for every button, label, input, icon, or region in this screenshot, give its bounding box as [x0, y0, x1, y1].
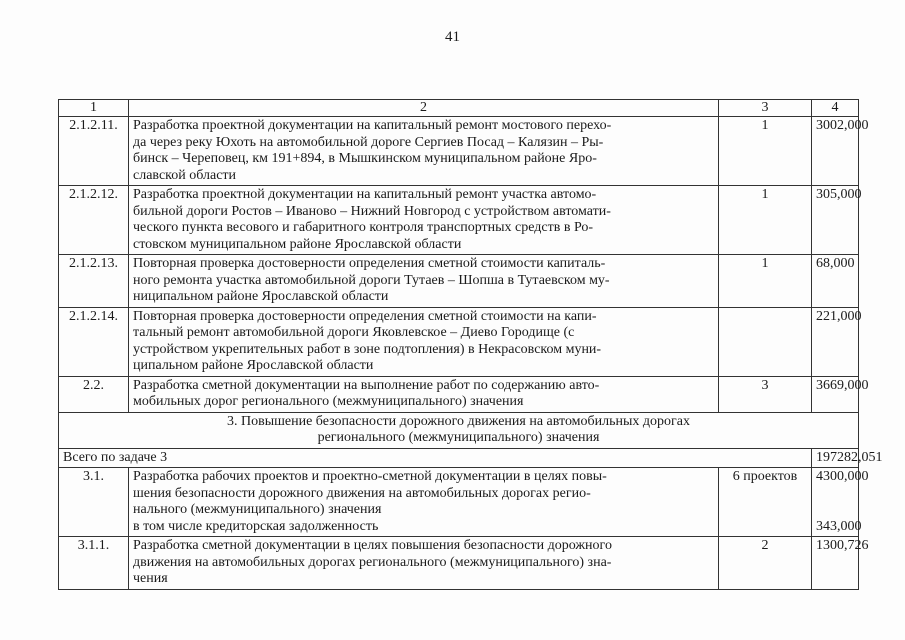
table-header-row	[59, 100, 859, 117]
page-number: 41	[445, 29, 460, 45]
row-amount: 221,000	[812, 307, 859, 376]
row-number: 2.1.2.13.	[59, 255, 129, 308]
section-heading-row	[59, 412, 859, 448]
row-number: 2.2.	[59, 376, 129, 412]
description-line: стовском муниципальном районе Ярославской области	[133, 236, 462, 252]
budget-table	[58, 99, 883, 590]
row-description	[129, 468, 719, 537]
description-line: Разработка сметной документации в целях повышения безопасности дорожного	[133, 538, 612, 553]
row-number: 2.1.2.12.	[59, 186, 129, 255]
description-line: Разработка проектной документации на капитальный ремонт мостового перехо-	[133, 118, 612, 133]
description-subline: в том числе кредиторская задолженность	[133, 518, 379, 534]
row-description	[129, 117, 719, 186]
header-col-2: 2	[129, 100, 719, 117]
row-number: 2.1.2.11.	[59, 117, 129, 186]
row-amount: 1300,726	[812, 537, 859, 590]
description-line: Разработка сметной документации на выполнение работ по содержанию авто-	[133, 377, 600, 393]
description-line: чения	[133, 571, 168, 586]
section-heading	[59, 412, 859, 448]
row-number: 3.1.1.	[59, 537, 129, 590]
row-amount: 305,000	[812, 186, 859, 255]
row-quantity	[719, 307, 812, 376]
section-title-line: регионального (межмуниципального) значения	[317, 430, 600, 445]
total-row	[59, 448, 859, 468]
header-col-1: 1	[59, 100, 129, 117]
row-amount: 3669,000	[812, 376, 859, 412]
amount-sub: 343,000	[816, 518, 862, 534]
description-line: Повторная проверка достоверности определения сметной стоимости капиталь-	[133, 256, 606, 271]
total-label: Всего по задаче 3	[59, 448, 812, 468]
description-line: ниципальном районе Ярославской области	[133, 289, 389, 304]
description-line: ципальном районе Ярославской области	[133, 358, 374, 373]
row-amount: 68,000	[812, 255, 859, 308]
description-line: бильной дороги Ростов – Иваново – Нижний Новгород с устройством автомати-	[133, 203, 611, 219]
table-row	[59, 117, 859, 186]
row-quantity: 1	[719, 117, 812, 186]
description-line: шения безопасности дорожного движения на автомобильных дорогах регио-	[133, 485, 591, 501]
total-amount: 197282,051	[812, 448, 859, 468]
row-quantity: 6 проектов	[719, 468, 812, 537]
row-description	[129, 376, 719, 412]
description-line: Повторная проверка достоверности определения сметной стоимости на капи-	[133, 308, 597, 324]
row-quantity: 3	[719, 376, 812, 412]
row-description	[129, 537, 719, 590]
table-row	[59, 255, 859, 308]
row-number: 2.1.2.14.	[59, 307, 129, 376]
header-col-4: 4	[812, 100, 859, 117]
row-description	[129, 255, 719, 308]
section-title-line: 3. Повышение безопасности дорожного движения на автомобильных дорогах	[226, 413, 691, 429]
description-line: нального (межмуниципального) значения	[133, 502, 382, 517]
description-line: славской области	[133, 167, 237, 183]
row-quantity: 1	[719, 186, 812, 255]
description-line: тальный ремонт автомобильной дороги Яковлевское – Диево Городище (с	[133, 325, 575, 340]
row-amount	[812, 468, 869, 537]
amount-main: 4300,000	[816, 469, 869, 484]
description-line: устройством укрепительных работ в зоне подтопления) в Некрасовском муни-	[133, 341, 602, 357]
table-row	[59, 537, 859, 590]
table-row	[59, 468, 859, 537]
description-line: да через реку Юхоть на автомобильной дороге Сергиев Посад – Калязин – Ры-	[133, 134, 604, 150]
row-number: 3.1.	[59, 468, 129, 537]
description-line: ного ремонта участка автомобильной дороги Тутаев – Шопша в Тутаевском му-	[133, 272, 610, 288]
row-amount: 3002,000	[812, 117, 859, 186]
table-row	[59, 186, 859, 255]
description-line: мобильных дорог регионального (межмуниципального) значения	[133, 394, 524, 409]
description-line: Разработка рабочих проектов и проектно-сметной документации в целях повы-	[133, 469, 607, 484]
table-row	[59, 307, 859, 376]
description-line: ческого пункта весового и габаритного контроля транспортных средств в Ро-	[133, 220, 594, 235]
description-line: Разработка проектной документации на капитальный ремонт участка автомо-	[133, 187, 597, 202]
row-description	[129, 186, 719, 255]
table-row	[59, 376, 859, 412]
description-line: бинск – Череповец, км 191+894, в Мышкинском муниципальном районе Яро-	[133, 151, 597, 166]
row-description	[129, 307, 719, 376]
header-col-3: 3	[719, 100, 812, 117]
description-line: движения на автомобильных дорогах регионального (межмуниципального) зна-	[133, 554, 612, 570]
row-quantity: 2	[719, 537, 812, 590]
row-quantity: 1	[719, 255, 812, 308]
